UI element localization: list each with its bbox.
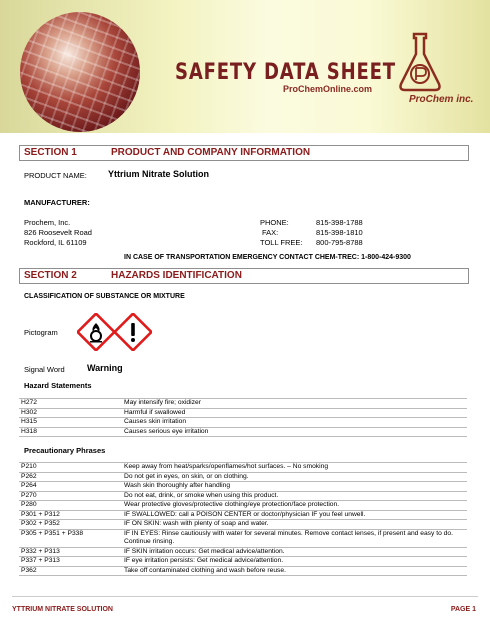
- prochem-logo-icon: [395, 30, 445, 94]
- precaution-code: P332 + P313: [19, 547, 122, 557]
- table-row: [19, 408, 467, 418]
- address-line-2: 826 Roosevelt Road: [24, 228, 92, 237]
- logo-text: ProChem inc.: [409, 94, 474, 105]
- precaution-text: IF IN EYES: Rinse cautiously with water for several minutes. Remove contact lenses, if present and easy to do. Continue rinsing.: [122, 529, 467, 547]
- table-row: [19, 399, 467, 409]
- document-title: SAFETY DATA SHEET: [175, 60, 396, 85]
- hazard-code: H315: [19, 418, 122, 428]
- fax-label: FAX:: [262, 228, 279, 237]
- precaution-code: P302 + P352: [19, 520, 122, 530]
- precaution-text: Wash skin thoroughly after handling: [122, 482, 467, 492]
- precaution-text: Keep away from heat/sparks/openflames/hot surfaces. – No smoking: [122, 463, 467, 473]
- hazard-statements-table: [19, 398, 467, 437]
- precautionary-table: [19, 462, 467, 576]
- address-line-1: Prochem, Inc.: [24, 218, 71, 227]
- table-row: [19, 566, 467, 576]
- footer-page-number: PAGE 1: [450, 606, 476, 613]
- precaution-code: P270: [19, 491, 122, 501]
- precaution-text: Wear protective gloves/protective clothing/eye protection/face protection.: [122, 501, 467, 511]
- pictogram-label: Pictogram: [24, 328, 58, 337]
- footer-divider: [12, 596, 478, 597]
- table-row: [19, 482, 467, 492]
- phone-label: PHONE:: [260, 218, 289, 227]
- table-row: [19, 463, 467, 473]
- precaution-code: P210: [19, 463, 122, 473]
- footer-product-name: YTTRIUM NITRATE SOLUTION: [12, 606, 113, 613]
- precaution-code: P264: [19, 482, 122, 492]
- hazard-code: H302: [19, 408, 122, 418]
- classification-heading: CLASSIFICATION OF SUBSTANCE OR MIXTURE: [24, 293, 185, 300]
- globe-image: [20, 12, 140, 132]
- exclamation-pictogram-icon: [114, 313, 152, 351]
- precaution-code: P301 + P312: [19, 510, 122, 520]
- precaution-text: IF SKIN irritation occurs: Get medical advice/attention.: [122, 547, 467, 557]
- fax-value: 815-398-1810: [316, 228, 363, 237]
- table-row: [19, 529, 467, 547]
- product-name: Yttrium Nitrate Solution: [108, 169, 209, 179]
- product-name-label: PRODUCT NAME:: [24, 171, 87, 180]
- section2-bar: [19, 268, 469, 284]
- precaution-code: P362: [19, 566, 122, 576]
- emergency-contact: IN CASE OF TRANSPORTATION EMERGENCY CONTACT CHEM-TREC: 1-800-424-9300: [124, 254, 411, 261]
- table-row: [19, 491, 467, 501]
- table-row: [19, 557, 467, 567]
- hazard-text: May intensify fire; oxidizer: [122, 399, 467, 409]
- section2-title: HAZARDS IDENTIFICATION: [111, 270, 242, 281]
- precaution-text: Do not eat, drink, or smoke when using this product.: [122, 491, 467, 501]
- precaution-code: P337 + P313: [19, 557, 122, 567]
- precaution-text: Take off contaminated clothing and wash before reuse.: [122, 566, 467, 576]
- precaution-text: IF SWALLOWED: call a POISON CENTER or doctor/physician IF you feel unwell.: [122, 510, 467, 520]
- hazard-text: Causes skin irritation: [122, 418, 467, 428]
- precaution-code: P305 + P351 + P338: [19, 529, 122, 547]
- address-line-3: Rockford, IL 61109: [24, 238, 87, 247]
- phone-value: 815-398-1788: [316, 218, 363, 227]
- section2-number: SECTION 2: [24, 270, 77, 281]
- precaution-text: Do not get in eyes, on skin, or on clothing.: [122, 472, 467, 482]
- hazard-code: H318: [19, 427, 122, 437]
- oxidizer-pictogram-icon: [77, 313, 115, 351]
- hazard-code: H272: [19, 399, 122, 409]
- tollfree-label: TOLL FREE:: [260, 238, 303, 247]
- table-row: [19, 520, 467, 530]
- table-row: [19, 510, 467, 520]
- precaution-code: P262: [19, 472, 122, 482]
- table-row: [19, 547, 467, 557]
- hazard-text: Causes serious eye irritation: [122, 427, 467, 437]
- precaution-text: IF eye irritation persists: Get medical advice/attention.: [122, 557, 467, 567]
- hazard-text: Harmful if swallowed: [122, 408, 467, 418]
- hazard-statements-heading: Hazard Statements: [24, 381, 92, 390]
- table-row: [19, 418, 467, 428]
- website-link[interactable]: ProChemOnline.com: [283, 84, 373, 94]
- section1-title: PRODUCT AND COMPANY INFORMATION: [111, 147, 311, 158]
- precautionary-heading: Precautionary Phrases: [24, 446, 106, 455]
- section1-number: SECTION 1: [24, 147, 77, 158]
- table-row: [19, 427, 467, 437]
- precaution-text: IF ON SKIN: wash with plenty of soap and water.: [122, 520, 467, 530]
- signal-word: Warning: [87, 363, 123, 373]
- tollfree-value: 800-795-8788: [316, 238, 363, 247]
- precaution-code: P280: [19, 501, 122, 511]
- signal-word-label: Signal Word: [24, 365, 65, 374]
- table-row: [19, 501, 467, 511]
- table-row: [19, 472, 467, 482]
- manufacturer-label: MANUFACTURER:: [24, 198, 90, 207]
